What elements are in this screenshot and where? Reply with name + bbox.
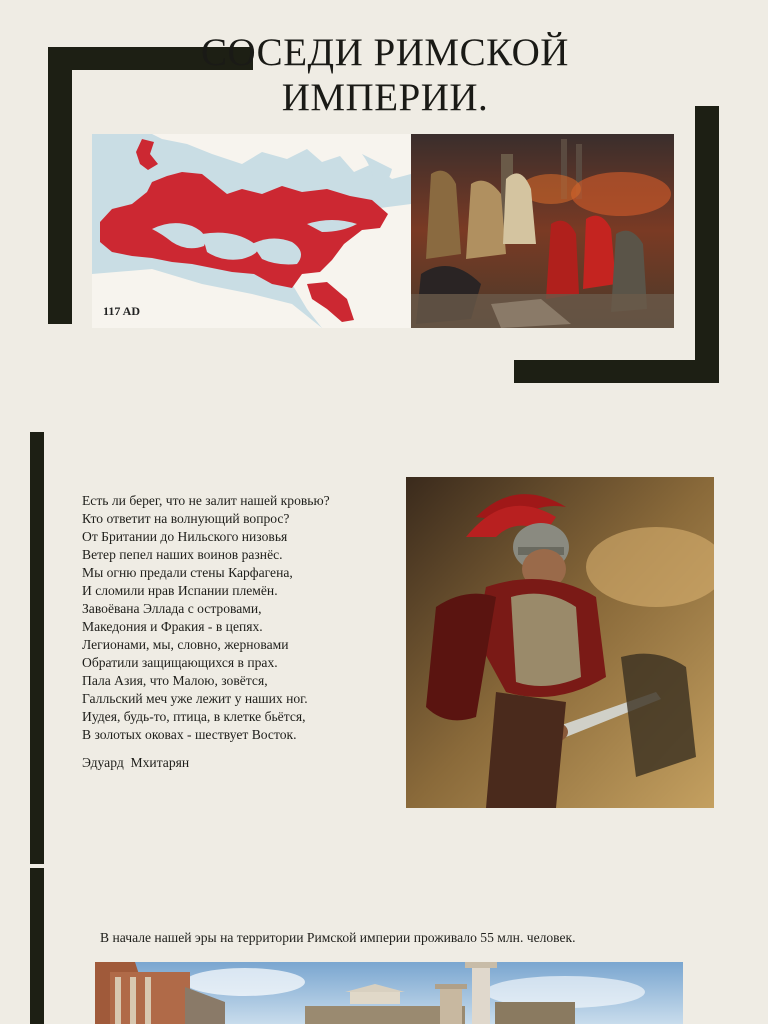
burning-rome-painting <box>411 134 674 328</box>
frame-bar-right-vertical <box>695 106 719 383</box>
poem-line: Обратили защищающихся в прах. <box>82 655 278 670</box>
population-caption: В начале нашей эры на территории Римской империи проживало 55 млн. человек. <box>100 930 576 945</box>
slide-title <box>150 30 620 120</box>
frame-bar-top-left-vertical <box>48 47 72 324</box>
slide-title-line2: ИМПЕРИИ. <box>281 76 489 119</box>
roman-empire-map <box>92 134 411 328</box>
ancient-rome-city-image <box>95 962 683 1024</box>
poem-line: Завоёвана Эллада с островами, <box>82 601 262 616</box>
poem-line: Легионами, мы, словно, жерновами <box>82 637 289 652</box>
poem-line: Галльский меч уже лежит у наших ног. <box>82 691 308 706</box>
poem-line: От Британии до Нильского низовья <box>82 529 288 544</box>
painting-graphic <box>411 134 674 328</box>
frame-bar-bottom-right-horizontal <box>514 360 719 383</box>
poem-line: Мы огню предали стены Карфагена, <box>82 565 293 580</box>
poem-line: В золотых оковах - шествует Восток. <box>82 727 297 742</box>
city-graphic <box>95 962 683 1024</box>
poem-line: Ветер пепел наших воинов разнёс. <box>82 547 283 562</box>
poem-line: Кто ответит на волнующий вопрос? <box>82 511 290 526</box>
poem-line: Есть ли берег, что не залит нашей кровью? <box>82 493 330 508</box>
legionary-graphic <box>406 477 714 808</box>
left-divider-bar <box>30 432 44 864</box>
map-year-caption: 117 AD <box>103 304 141 318</box>
poem-line: Иудея, будь-то, птица, в клетке бьётся, <box>82 709 306 724</box>
poem <box>82 492 392 744</box>
map-graphic <box>92 134 411 328</box>
slide-title-line1: СОСЕДИ РИМСКОЙ <box>201 31 569 74</box>
roman-legionary-image <box>406 477 714 808</box>
poem-line: И сломили нрав Испании племён. <box>82 583 278 598</box>
left-divider-bar-lower <box>30 868 44 1024</box>
poem-line: Македония и Фракия - в цепях. <box>82 619 263 634</box>
poem-line: Пала Азия, что Малою, зовётся, <box>82 673 268 688</box>
poem-author: Эдуард Мхитарян <box>82 755 190 770</box>
